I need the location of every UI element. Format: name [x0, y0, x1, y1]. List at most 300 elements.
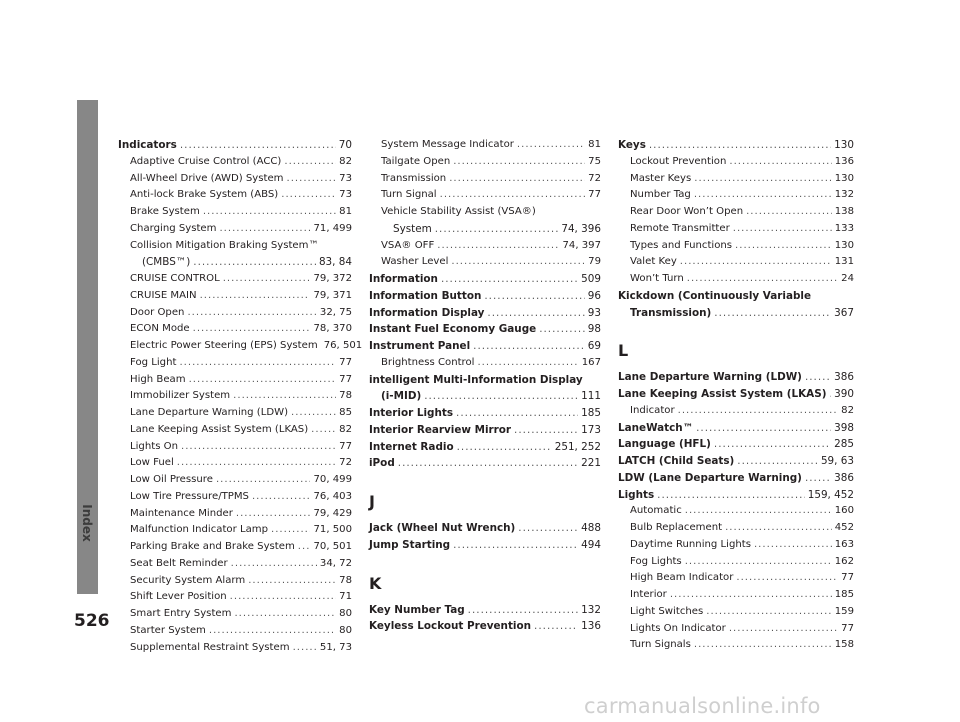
index-entry[interactable] [118, 372, 352, 389]
index-entry[interactable] [618, 436, 854, 453]
index-entry[interactable] [369, 422, 601, 439]
page-reference: 72 [339, 457, 352, 469]
index-term: intelligent Multi-Information Display [369, 373, 583, 386]
index-entry[interactable] [618, 187, 854, 204]
index-term: Bulb Replacement [630, 522, 723, 533]
index-entry[interactable] [369, 405, 601, 422]
index-entry[interactable] [118, 288, 352, 305]
index-entry[interactable] [118, 338, 363, 355]
index-entry[interactable] [618, 288, 854, 305]
dot-leader [219, 221, 310, 238]
index-term: Lights On [130, 440, 178, 452]
page-reference: 136 [834, 155, 854, 167]
index-entry[interactable] [369, 137, 601, 154]
dot-leader [236, 506, 311, 523]
index-term: Number Tag [630, 189, 691, 201]
dot-leader [706, 604, 831, 621]
dot-leader [457, 439, 552, 456]
page-reference: 71 [339, 591, 352, 603]
index-entry[interactable] [118, 539, 352, 556]
dot-leader [484, 288, 584, 305]
dot-leader [441, 271, 578, 288]
index-entry[interactable] [618, 621, 854, 638]
dot-leader [714, 436, 831, 453]
index-entry[interactable] [118, 254, 352, 271]
index-term: Interior Lights [369, 407, 454, 419]
index-entry[interactable] [618, 238, 854, 255]
page-reference: 93 [587, 306, 601, 319]
dot-leader [456, 405, 578, 422]
page-reference: 160 [834, 505, 854, 517]
page-reference: 130 [834, 139, 854, 151]
page-reference: 81 [339, 206, 352, 217]
index-term: High Beam Indicator [630, 572, 734, 584]
page-reference: 81 [588, 139, 601, 150]
index-entry[interactable] [118, 137, 352, 154]
page-reference: 452 [834, 522, 854, 533]
dot-leader [437, 238, 559, 255]
index-entry[interactable] [369, 271, 601, 288]
dot-leader [670, 587, 832, 604]
index-entry[interactable] [618, 604, 854, 621]
page-reference: 167 [581, 356, 601, 368]
page-reference: 71, 500 [313, 524, 352, 536]
dot-leader [539, 321, 585, 338]
index-term: Immobilizer System [130, 390, 231, 402]
dot-leader [453, 154, 585, 171]
page-reference: 77 [339, 356, 352, 368]
dot-leader [696, 420, 831, 437]
index-entry[interactable] [118, 321, 352, 338]
page-reference: 131 [834, 256, 854, 268]
index-term: Interior [630, 589, 667, 600]
index-term: Parking Brake and Brake System [130, 541, 295, 552]
index-entry[interactable] [618, 487, 854, 504]
page-reference: 85 [339, 407, 352, 418]
page-reference: 82 [339, 423, 352, 435]
dot-leader [694, 187, 832, 204]
letter-heading: L [618, 341, 629, 361]
index-term: Kickdown (Continuously Variable [618, 289, 812, 302]
index-entry[interactable] [618, 537, 854, 554]
index-term: Instrument Panel [369, 340, 471, 352]
page-reference: 130 [834, 239, 854, 251]
index-entry[interactable] [618, 369, 854, 386]
dot-leader [203, 204, 336, 221]
page-reference: 133 [834, 222, 854, 234]
index-entry[interactable] [118, 305, 352, 322]
index-term: Rear Door Won’t Open [630, 206, 744, 217]
index-term: Maintenance Minder [130, 507, 233, 519]
dot-leader [473, 338, 585, 355]
dot-leader [311, 422, 336, 439]
index-entry[interactable] [118, 221, 352, 238]
index-entry[interactable] [618, 171, 854, 188]
index-term: iPod [369, 457, 395, 470]
index-term: Information Button [369, 289, 482, 302]
index-term: Supplemental Restraint System [130, 641, 290, 653]
index-entry[interactable] [369, 305, 601, 322]
page-reference: 32, 75 [319, 306, 352, 318]
index-entry[interactable] [118, 489, 352, 506]
index-term: High Beam [130, 373, 186, 385]
index-term: Lights On Indicator [630, 622, 726, 634]
index-term: Valet Key [630, 256, 677, 268]
index-entry[interactable] [618, 305, 854, 322]
index-entry[interactable] [369, 204, 601, 221]
index-term: Language (HFL) [618, 438, 711, 451]
index-term: Master Keys [630, 172, 692, 184]
index-term: Information [369, 273, 438, 285]
index-entry[interactable] [369, 187, 601, 204]
dot-leader [271, 522, 310, 539]
page-reference: 73 [339, 172, 352, 184]
index-entry[interactable] [369, 238, 601, 255]
dot-leader [746, 204, 832, 221]
index-term: Fog Light [130, 356, 177, 368]
index-entry[interactable] [369, 321, 601, 338]
index-entry[interactable] [618, 453, 854, 470]
page-reference: 185 [581, 407, 601, 419]
index-term: Lights [618, 488, 655, 501]
index-term: Washer Level [381, 256, 449, 268]
index-term: Brake System [130, 206, 200, 217]
page-reference: 24 [841, 273, 854, 284]
dot-leader [829, 386, 831, 403]
dot-leader [657, 487, 805, 504]
index-term: Won’t Turn [630, 273, 684, 284]
dot-leader [440, 187, 586, 204]
index-term: Jack (Wheel Nut Wrench) [369, 522, 516, 534]
page-reference: 386 [834, 471, 854, 484]
index-term: (CMBS™) [142, 256, 191, 269]
index-term: Remote Transmitter [630, 222, 730, 234]
index-entry[interactable] [369, 602, 601, 619]
index-term: Low Tire Pressure/TPMS [130, 490, 249, 502]
dot-leader [729, 621, 838, 638]
index-term: Seat Belt Reminder [130, 557, 228, 569]
index-entry[interactable] [118, 640, 352, 657]
dot-leader [453, 537, 578, 554]
page-reference: 390 [834, 388, 854, 400]
page-reference: 285 [834, 438, 854, 451]
dot-leader [754, 537, 832, 554]
index-entry[interactable] [369, 355, 601, 372]
index-entry[interactable] [118, 623, 352, 640]
index-entry[interactable] [369, 388, 601, 405]
index-entry[interactable] [618, 221, 854, 238]
index-entry[interactable] [118, 355, 352, 372]
index-entry[interactable] [369, 537, 601, 554]
index-entry[interactable] [618, 204, 854, 221]
index-term: Tailgate Open [381, 155, 451, 167]
index-entry[interactable] [618, 570, 854, 587]
page-reference: 70, 501 [313, 541, 352, 552]
index-term: Internet Radio [369, 440, 454, 453]
index-term: Smart Entry System [130, 608, 232, 619]
page-reference: 163 [834, 538, 854, 550]
letter-heading: J [369, 492, 375, 511]
index-term: Charging System [130, 222, 217, 234]
index-entry[interactable] [118, 589, 352, 606]
index-entry[interactable] [618, 420, 854, 437]
page-reference: 77 [841, 622, 854, 634]
page-reference: 71, 499 [313, 222, 352, 234]
index-entry[interactable] [618, 554, 854, 571]
dot-leader [291, 405, 336, 422]
index-term: Instant Fuel Economy Gauge [369, 323, 537, 336]
page-reference: 76, 403 [313, 490, 352, 502]
page-number: 526 [74, 611, 110, 631]
dot-leader [534, 618, 578, 635]
index-entry[interactable] [369, 455, 601, 472]
index-term: Key Number Tag [369, 603, 465, 616]
dot-leader [477, 355, 578, 372]
dot-leader [725, 520, 832, 537]
index-entry[interactable] [118, 556, 352, 573]
index-entry[interactable] [618, 403, 854, 420]
page-reference: 138 [834, 206, 854, 217]
page-reference: 398 [834, 421, 854, 434]
dot-leader [281, 187, 336, 204]
index-term: Shift Lever Position [130, 591, 227, 603]
page-reference: 78, 370 [313, 323, 352, 335]
index-entry[interactable] [118, 455, 352, 472]
index-term: Transmission [381, 172, 447, 184]
index-term: Turn Signals [630, 639, 691, 651]
dot-leader [514, 422, 578, 439]
dot-leader [733, 221, 832, 238]
index-entry[interactable] [369, 520, 601, 537]
dot-leader [179, 355, 336, 372]
index-entry[interactable] [618, 520, 854, 537]
watermark: carmanualsonline.info [584, 694, 821, 718]
dot-leader [193, 321, 311, 338]
index-entry[interactable] [618, 637, 854, 654]
page-reference: 79, 372 [313, 273, 352, 284]
index-entry[interactable] [618, 254, 854, 271]
page-reference: 78 [339, 574, 352, 586]
dot-leader [233, 388, 336, 405]
dot-leader [518, 520, 578, 537]
index-term: System [393, 222, 432, 235]
dot-leader [694, 171, 831, 188]
index-term: Lane Keeping Assist System (LKAS) [130, 423, 309, 435]
page-reference: 159 [834, 605, 854, 617]
page-reference: 80 [339, 608, 352, 619]
page-reference: 488 [581, 522, 601, 534]
index-term: Security System Alarm [130, 574, 246, 586]
index-entry[interactable] [118, 204, 352, 221]
index-term: CRUISE MAIN [130, 289, 197, 301]
dot-leader [223, 271, 311, 288]
dot-leader [193, 254, 316, 271]
dot-leader [216, 472, 311, 489]
page-reference: 73 [339, 189, 352, 201]
page-reference: 51, 73 [319, 641, 352, 653]
page-reference: 79, 371 [313, 289, 352, 301]
index-entry[interactable] [369, 254, 601, 271]
index-entry[interactable] [369, 221, 601, 238]
dot-leader [177, 455, 336, 472]
page-reference: 185 [834, 589, 854, 600]
index-entry[interactable] [369, 338, 601, 355]
index-term: Low Fuel [130, 457, 174, 469]
page-reference: 132 [834, 189, 854, 201]
index-entry[interactable] [118, 187, 352, 204]
page-reference: 221 [581, 457, 601, 470]
dot-leader [284, 154, 336, 171]
page-reference: 173 [581, 423, 601, 436]
index-term: Lane Departure Warning (LDW) [618, 371, 802, 384]
index-entry[interactable] [118, 606, 352, 623]
index-entry[interactable] [369, 618, 601, 635]
index-entry[interactable] [618, 470, 854, 487]
index-entry[interactable] [118, 238, 352, 255]
page-reference: 79, 429 [313, 507, 352, 519]
index-entry[interactable] [118, 439, 352, 456]
page-reference: 82 [339, 155, 352, 167]
index-entry[interactable] [618, 503, 854, 520]
dot-leader [230, 589, 336, 606]
index-term: Light Switches [630, 605, 704, 617]
dot-leader [805, 369, 831, 386]
dot-leader [487, 305, 584, 322]
page-reference: 77 [588, 189, 601, 201]
page-reference: 76, 501 [323, 340, 363, 351]
index-term: Keyless Lockout Prevention [369, 620, 532, 633]
index-term: Transmission) [630, 306, 712, 319]
page-reference: 159, 452 [807, 488, 854, 501]
dot-leader [200, 288, 311, 305]
index-term: Lockout Prevention [630, 155, 727, 167]
dot-leader [805, 470, 831, 487]
dot-leader [180, 137, 336, 154]
index-entry[interactable] [118, 271, 352, 288]
index-column-1 [118, 137, 363, 656]
index-term: VSA® OFF [381, 239, 435, 251]
index-term: Adaptive Cruise Control (ACC) [130, 155, 282, 167]
dot-leader [398, 455, 578, 472]
dot-leader [293, 640, 317, 657]
page-reference: 509 [581, 273, 601, 285]
dot-leader [735, 238, 832, 255]
dot-leader [714, 305, 831, 322]
dot-leader [248, 573, 336, 590]
index-entry[interactable] [618, 137, 854, 154]
index-entry[interactable] [118, 405, 352, 422]
index-term: LaneWatch™ [618, 421, 694, 434]
index-entry[interactable] [618, 154, 854, 171]
index-entry[interactable] [118, 522, 352, 539]
index-entry[interactable] [118, 154, 352, 171]
index-entry[interactable] [118, 422, 352, 439]
dot-leader [209, 623, 336, 640]
index-term: LATCH (Child Seats) [618, 455, 735, 467]
index-term: Malfunction Indicator Lamp [130, 524, 269, 536]
dot-leader [517, 137, 585, 154]
page-reference: 78 [339, 390, 352, 402]
index-term: Daytime Running Lights [630, 538, 751, 550]
dot-leader [687, 271, 838, 288]
page-reference: 96 [587, 289, 601, 302]
page-reference: 494 [581, 538, 601, 551]
index-term: Electric Power Steering (EPS) System [130, 340, 318, 351]
dot-leader [451, 254, 585, 271]
dot-leader [685, 503, 832, 520]
index-term: (i-MID) [381, 390, 422, 403]
index-term: Automatic [630, 505, 682, 517]
dot-leader [189, 372, 337, 389]
index-side-label: Index [80, 504, 94, 542]
page-reference: 59, 63 [820, 455, 854, 467]
index-term: Types and Functions [630, 239, 733, 251]
dot-leader [736, 570, 838, 587]
index-entry[interactable] [118, 573, 352, 590]
index-term: Starter System [130, 624, 206, 636]
page-reference: 111 [581, 390, 601, 403]
index-entry[interactable] [618, 271, 854, 288]
page-reference: 79 [588, 256, 601, 268]
index-entry[interactable] [118, 472, 352, 489]
page-reference: 77 [339, 440, 352, 452]
dot-leader [737, 453, 818, 470]
dot-leader [678, 403, 839, 420]
page-reference: 98 [587, 323, 601, 336]
dot-leader [649, 137, 831, 154]
index-entry[interactable] [369, 439, 601, 456]
index-term: Anti-lock Brake System (ABS) [130, 189, 279, 201]
page-reference: 162 [834, 555, 854, 567]
index-entry[interactable] [118, 388, 352, 405]
index-term: Lane Departure Warning (LDW) [130, 407, 289, 418]
dot-leader [435, 221, 559, 238]
page-reference: 77 [339, 373, 352, 385]
dot-leader [287, 171, 337, 188]
page-reference: 74, 397 [562, 239, 601, 251]
index-entry[interactable] [369, 372, 601, 389]
dot-leader [231, 556, 317, 573]
page-reference: 251, 252 [554, 440, 601, 453]
dot-leader [424, 388, 578, 405]
index-term: System Message Indicator [381, 139, 514, 150]
index-entry[interactable] [118, 506, 352, 523]
index-term: Lane Keeping Assist System (LKAS) [618, 388, 827, 400]
index-entry[interactable] [369, 171, 601, 188]
index-term: Brightness Control [381, 356, 475, 368]
page-reference: 367 [834, 306, 854, 319]
page-reference: 83, 84 [318, 256, 352, 269]
index-term: Jump Starting [369, 538, 451, 551]
page-reference: 70, 499 [313, 474, 352, 485]
index-entry[interactable] [618, 587, 854, 604]
dot-leader [181, 439, 336, 456]
index-entry[interactable] [618, 386, 854, 403]
dot-leader [252, 489, 311, 506]
letter-heading: K [369, 573, 382, 593]
index-entry[interactable] [118, 171, 352, 188]
index-entry[interactable] [369, 288, 601, 305]
dot-leader [729, 154, 831, 171]
page-reference: 75 [588, 155, 601, 167]
page-reference: 132 [581, 603, 601, 616]
index-term: Interior Rearview Mirror [369, 423, 512, 436]
index-term: Collision Mitigation Braking System™ [130, 239, 319, 251]
index-term: Fog Lights [630, 555, 682, 567]
index-entry[interactable] [369, 154, 601, 171]
page-reference: 136 [581, 620, 601, 633]
dot-leader [468, 602, 579, 619]
